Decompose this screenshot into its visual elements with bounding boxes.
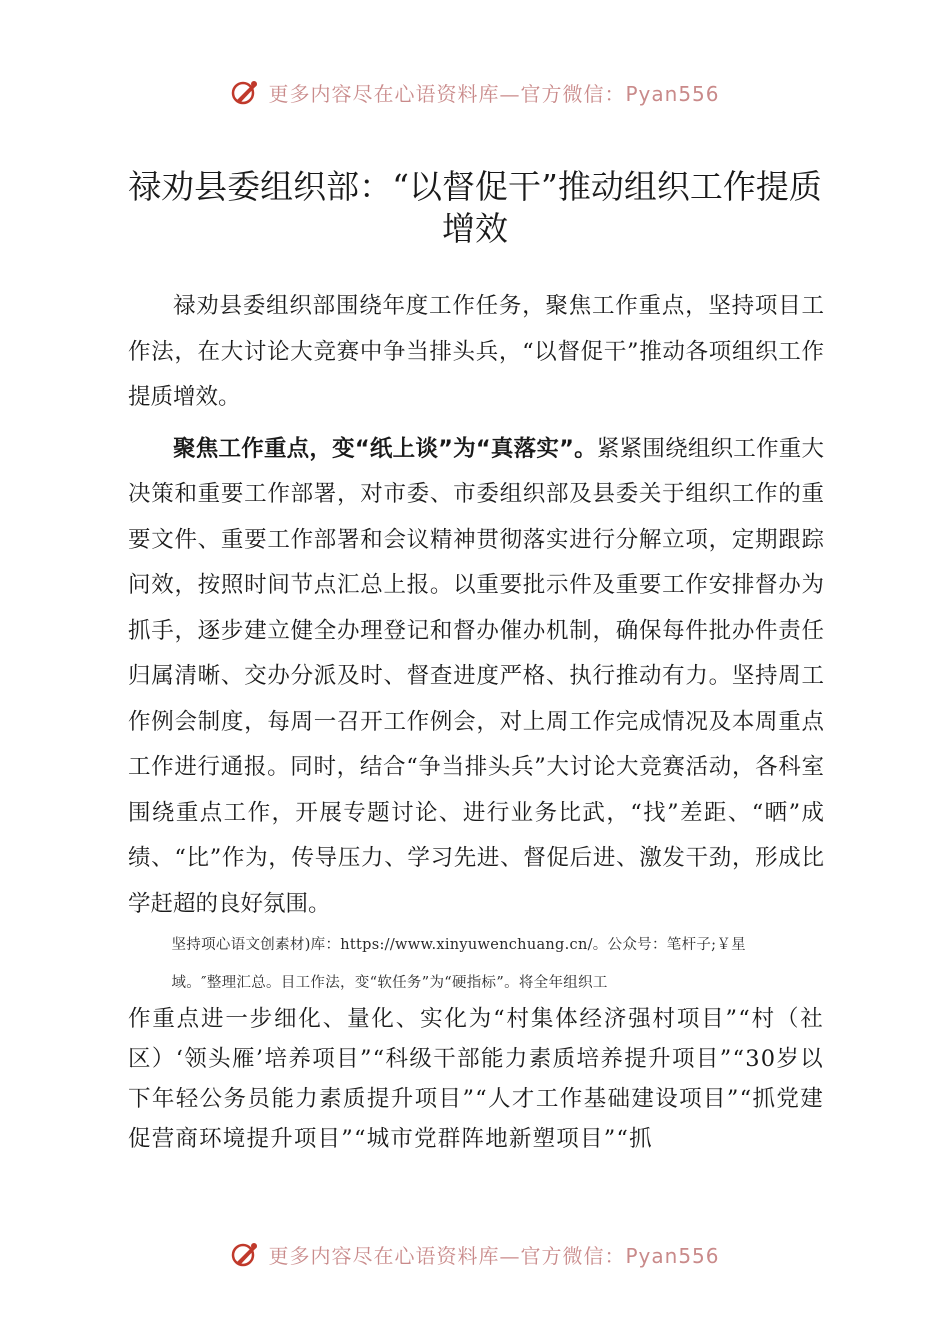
intro-paragraph: 禄劝县委组织部围绕年度工作任务，聚焦工作重点，坚持项目工作法，在大讨论大竞赛中争当排头兵，“以督促干”推动各项组织工作提质增效。 (128, 293, 824, 410)
watermark-text: 更多内容尽在心语资料库—官方微信：Pyan556 (268, 81, 720, 106)
watermark-footer (0, 1234, 950, 1274)
inserted-note-line-2: 域。″整理汇总。目工作法，变“软任务”为“硬指标”。将全年组织工 (171, 975, 608, 991)
watermark-header (0, 72, 950, 112)
section-1-paragraph (128, 427, 824, 928)
pen-logo-icon (230, 77, 260, 107)
watermark-text: 更多内容尽在心语资料库—官方微信：Pyan556 (268, 1243, 720, 1268)
section-2-paragraph: 作重点进一步细化、量化、实化为“村集体经济强村项目”“村（社区）‘领头雁’培养项目”“科级干部能力素质培养提升项目”“30岁以下年轻公务员能力素质提升项目”“人才工作基础建设项目”“抓党建促营商环境提升项目”“城市党群阵地新塑项目”“抓 (128, 1006, 824, 1152)
section-1-body: 紧紧围绕组织工作重大决策和重要工作部署，对市委、市委组织部及县委关于组织工作的重要文件、重要工作部署和会议精神贯彻落实进行分解立项，定期跟踪问效，按照时间节点汇总上报。以重要批示件及重要工作安排督办为抓手，逐步建立健全办理登记和督办催办机制，确保每件批办件责任归属清晰、交办分派及时、督查进度严格、执行推动有力。坚持周工作例会制度，每周一召开工作例会，对上周工作完成情况及本周重点工作进行通报。同时，结合“争当排头兵”大讨论大竞赛活动，各科室围绕重点工作，开展专题讨论、进行业务比武，“找”差距、“晒”成绩、“比”作为，传导压力、学习先进、督促后进、激发干劲，形成比学赶超的良好氛围。 (128, 435, 824, 917)
inserted-note-line-1: 坚持项心语文创素材)库：https://www.xinyuwenchuang.cn/。公众号：笔杆子;￥星 (171, 937, 746, 953)
section-1-heading: 聚焦工作重点，变“纸上谈”为“真落实”。 (173, 435, 597, 462)
document-title: 禄劝县委组织部：“以督促干”推动组织工作提质增效 (128, 167, 822, 248)
pen-logo-icon (230, 1239, 260, 1269)
document-body (128, 284, 824, 1159)
inserted-note (128, 935, 824, 993)
